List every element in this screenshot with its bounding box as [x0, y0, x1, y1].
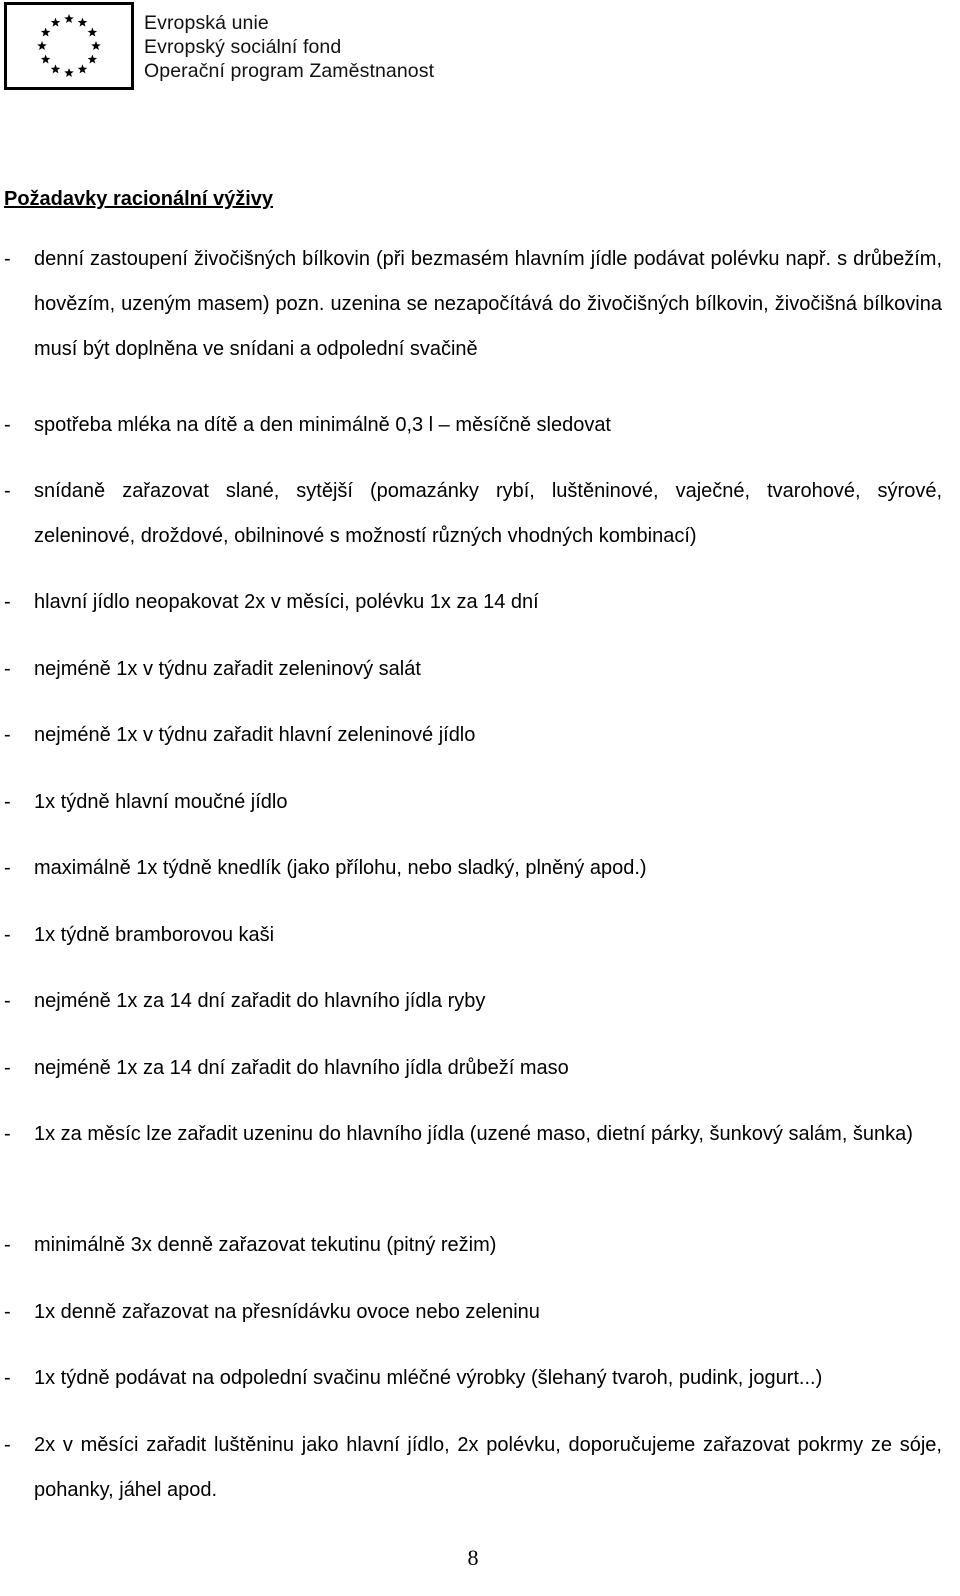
list-item-text: hlavní jídlo neopakovat 2x v měsíci, polévku 1x za 14 dní [34, 591, 539, 613]
list-item [4, 979, 942, 1024]
header-text [144, 11, 434, 83]
eu-flag-icon [4, 2, 134, 90]
header-line-opz: Operační program Zaměstnanost [144, 60, 435, 82]
bullet-dash: - [4, 1234, 11, 1256]
bullet-dash: - [4, 1367, 11, 1389]
list-item [4, 1290, 942, 1335]
list-item [4, 237, 942, 372]
list-item [4, 469, 942, 559]
bullet-dash: - [4, 591, 11, 613]
list-item [4, 1223, 942, 1268]
flag-star [78, 64, 88, 73]
bullet-dash: - [4, 990, 11, 1012]
flag-star [88, 28, 98, 37]
bullet-dash: - [4, 1123, 11, 1145]
flag-star [88, 55, 98, 64]
list-item [4, 1112, 942, 1157]
page-number: 8 [467, 1545, 479, 1570]
flag-star [51, 18, 61, 27]
bullet-dash: - [4, 248, 11, 270]
list-item [4, 403, 942, 448]
list-item [4, 913, 942, 958]
bullet-dash: - [4, 1434, 11, 1456]
flag-star [78, 18, 88, 27]
list-item-text: denní zastoupení živočišných bílkovin (při bezmasém hlavním jídle podávat polévku např. s drůbežím, hovězím, uzeným masem) pozn. uzenina se nezapočítává do živočišných bílkovin, živočišná bílkovina musí být doplněna ve snídani a odpolední svačině [34, 248, 942, 360]
header-line-esf: Evropský sociální fond [144, 36, 342, 58]
bullet-dash: - [4, 791, 11, 813]
bullet-dash: - [4, 1057, 11, 1079]
list-item-text: 1x za měsíc lze zařadit uzeninu do hlavního jídla (uzené maso, dietní párky, šunkový salám, šunka) [34, 1123, 913, 1145]
flag-star [41, 55, 51, 64]
bullet-dash: - [4, 857, 11, 879]
bullet-dash: - [4, 1301, 11, 1323]
bullet-dash: - [4, 414, 11, 436]
list-item [4, 713, 942, 758]
document-body [4, 183, 942, 1501]
list-item [4, 1046, 942, 1091]
flag-star [51, 64, 61, 73]
list-item [4, 647, 942, 692]
flag-star [91, 41, 101, 50]
list-item-text: minimálně 3x denně zařazovat tekutinu (pitný režim) [34, 1234, 497, 1256]
list-item [4, 780, 942, 825]
list-item-text: 1x týdně hlavní moučné jídlo [34, 791, 288, 813]
list-item-text: 1x denně zařazovat na přesnídávku ovoce nebo zeleninu [34, 1301, 540, 1323]
flag-star [64, 14, 74, 23]
flag-star [41, 28, 51, 37]
bullet-dash: - [4, 658, 11, 680]
bullet-dash: - [4, 924, 11, 946]
list-item [4, 1423, 942, 1513]
flag-star [64, 68, 74, 77]
section-heading: Požadavky racionální výživy [4, 188, 274, 210]
bullet-dash: - [4, 480, 11, 502]
list-item-text: nejméně 1x za 14 dní zařadit do hlavního jídla ryby [34, 990, 486, 1012]
header [4, 2, 434, 90]
list-item [4, 580, 942, 625]
list-item-text: 1x týdně podávat na odpolední svačinu mléčné výrobky (šlehaný tvaroh, pudink, jogurt...) [34, 1367, 823, 1389]
list-item-text: snídaně zařazovat slané, sytější (pomazánky rybí, luštěninové, vaječné, tvarohové, sýrové, zeleninové, droždové, obilninové s možností různých vhodných kombinací) [34, 480, 942, 547]
flag-star [37, 41, 47, 50]
list-item-text: 2x v měsíci zařadit luštěninu jako hlavní jídlo, 2x polévku, doporučujeme zařazovat pokrmy ze sóje, pohanky, jáhel apod. [34, 1434, 942, 1501]
list-item-text: nejméně 1x v týdnu zařadit zeleninový salát [34, 658, 421, 680]
list-item-text: spotřeba mléka na dítě a den minimálně 0,3 l – měsíčně sledovat [34, 414, 611, 436]
list-item [4, 1356, 942, 1401]
header-line-eu: Evropská unie [144, 12, 269, 34]
list-item-text: nejméně 1x v týdnu zařadit hlavní zeleninové jídlo [34, 724, 476, 746]
list-item-text: maximálně 1x týdně knedlík (jako přílohu, nebo sladký, plněný apod.) [34, 857, 647, 879]
list-item-text: 1x týdně bramborovou kaši [34, 924, 275, 946]
list-item [4, 846, 942, 891]
bullet-dash: - [4, 724, 11, 746]
list-item-text: nejméně 1x za 14 dní zařadit do hlavního jídla drůbeží maso [34, 1057, 569, 1079]
